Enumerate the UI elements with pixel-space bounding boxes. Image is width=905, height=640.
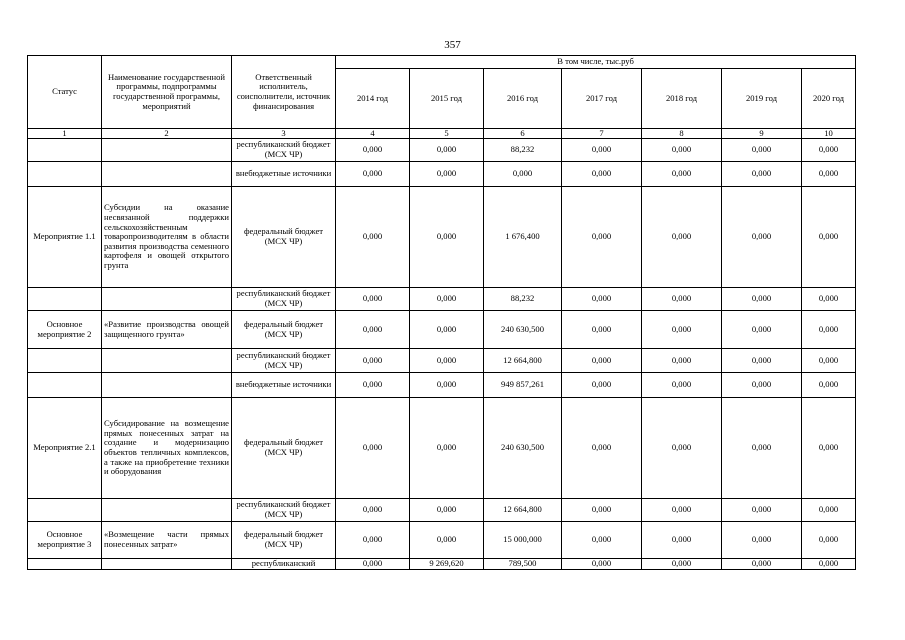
row-status: Мероприятие 2.1 [28,398,102,499]
row-name [102,559,232,570]
row-value: 0,000 [802,162,856,187]
row-value: 12 664,800 [484,349,562,373]
row-value: 0,000 [484,162,562,187]
row-value: 0,000 [410,373,484,398]
row-value: 0,000 [562,373,642,398]
column-index: 7 [562,129,642,139]
row-name [102,139,232,162]
row-value: 0,000 [336,349,410,373]
header-name: Наименование государственной программы, подпрограммы государственной программы, мероприятий [102,56,232,129]
row-name [102,349,232,373]
row-status [28,373,102,398]
row-name: Субсидии на оказание несвязанной поддержки сельскохозяйственным товаропроизводителям в области развития производства семенного картофеля и овощей открытого грунта [102,187,232,288]
header-year: 2019 год [722,69,802,129]
row-source: республиканский [232,559,336,570]
row-value: 0,000 [722,398,802,499]
column-index: 4 [336,129,410,139]
row-value: 0,000 [562,311,642,349]
header-responsible: Ответственный исполнитель, соисполнители, источник финансирования [232,56,336,129]
row-name [102,162,232,187]
header-year: 2016 год [484,69,562,129]
row-value: 0,000 [336,499,410,522]
row-value: 0,000 [722,139,802,162]
row-value: 0,000 [722,522,802,559]
row-value: 0,000 [410,162,484,187]
row-value: 0,000 [642,522,722,559]
row-value: 0,000 [336,311,410,349]
row-source: федеральный бюджет (МСХ ЧР) [232,187,336,288]
row-status [28,559,102,570]
row-value: 0,000 [802,373,856,398]
row-name [102,373,232,398]
table-row [28,559,856,570]
row-value: 0,000 [642,187,722,288]
row-value: 0,000 [410,522,484,559]
row-value: 0,000 [562,499,642,522]
row-value: 0,000 [336,162,410,187]
row-source: федеральный бюджет (МСХ ЧР) [232,311,336,349]
row-value: 0,000 [562,187,642,288]
row-value: 0,000 [802,398,856,499]
table-row [28,311,856,349]
row-name: Субсидирование на возмещение прямых понесенных затрат на создание и модернизацию объектов тепличных комплексов, а также на приобретение техники и оборудования [102,398,232,499]
row-status [28,288,102,311]
row-value: 0,000 [642,349,722,373]
row-value: 0,000 [410,398,484,499]
header-year: 2014 год [336,69,410,129]
row-value: 0,000 [722,349,802,373]
row-value: 0,000 [642,499,722,522]
table-body [28,139,856,570]
row-value: 0,000 [722,162,802,187]
column-index: 9 [722,129,802,139]
row-value: 0,000 [410,187,484,288]
row-status: Мероприятие 1.1 [28,187,102,288]
row-source: федеральный бюджет (МСХ ЧР) [232,398,336,499]
table-row [28,162,856,187]
row-name [102,499,232,522]
row-status: Основное мероприятие 3 [28,522,102,559]
column-index: 2 [102,129,232,139]
row-value: 0,000 [642,288,722,311]
row-value: 0,000 [410,499,484,522]
row-value: 0,000 [410,311,484,349]
row-value: 0,000 [802,139,856,162]
row-value: 789,500 [484,559,562,570]
row-value: 0,000 [722,311,802,349]
row-value: 0,000 [642,311,722,349]
row-value: 0,000 [562,522,642,559]
page-number: 357 [444,39,461,51]
row-value: 0,000 [642,398,722,499]
row-value: 0,000 [802,311,856,349]
row-value: 240 630,500 [484,398,562,499]
row-value: 0,000 [802,522,856,559]
row-value: 0,000 [722,373,802,398]
row-value: 0,000 [642,139,722,162]
row-value: 0,000 [336,373,410,398]
row-value: 0,000 [410,349,484,373]
row-value: 0,000 [562,559,642,570]
row-value: 0,000 [336,522,410,559]
row-value: 15 000,000 [484,522,562,559]
column-index: 6 [484,129,562,139]
row-value: 0,000 [336,187,410,288]
table-row [28,499,856,522]
row-value: 0,000 [802,559,856,570]
row-value: 0,000 [562,349,642,373]
row-name: «Возмещение части прямых понесенных затрат» [102,522,232,559]
header-status: Статус [28,56,102,129]
row-name [102,288,232,311]
row-value: 9 269,620 [410,559,484,570]
row-value: 0,000 [562,398,642,499]
table-row [28,522,856,559]
header-year: 2018 год [642,69,722,129]
row-source: республиканский бюджет (МСХ ЧР) [232,288,336,311]
header-year: 2020 год [802,69,856,129]
row-status [28,499,102,522]
row-value: 88,232 [484,139,562,162]
row-value: 0,000 [802,349,856,373]
column-index: 3 [232,129,336,139]
table-row [28,398,856,499]
row-value: 0,000 [336,398,410,499]
table-row [28,349,856,373]
row-source: внебюджетные источники [232,373,336,398]
row-value: 240 630,500 [484,311,562,349]
row-status [28,139,102,162]
header-year: 2015 год [410,69,484,129]
header-index-row [28,129,856,139]
budget-table [27,55,856,570]
row-value: 1 676,400 [484,187,562,288]
header-year: 2017 год [562,69,642,129]
table-row [28,288,856,311]
table-row [28,139,856,162]
table-row [28,187,856,288]
column-index: 10 [802,129,856,139]
row-status [28,162,102,187]
row-value: 0,000 [722,499,802,522]
row-value: 88,232 [484,288,562,311]
row-value: 0,000 [336,288,410,311]
table-header [28,56,856,139]
table-row [28,373,856,398]
row-value: 0,000 [642,162,722,187]
row-status: Основное мероприятие 2 [28,311,102,349]
row-source: республиканский бюджет (МСХ ЧР) [232,139,336,162]
column-index: 1 [28,129,102,139]
row-value: 0,000 [410,288,484,311]
row-value: 0,000 [722,559,802,570]
row-value: 0,000 [722,187,802,288]
row-status [28,349,102,373]
column-index: 5 [410,129,484,139]
row-value: 0,000 [802,288,856,311]
row-value: 0,000 [722,288,802,311]
header-group: В том числе, тыс.руб [336,56,856,69]
row-value: 0,000 [562,139,642,162]
row-value: 0,000 [562,162,642,187]
row-value: 0,000 [336,559,410,570]
row-value: 0,000 [642,559,722,570]
row-source: федеральный бюджет (МСХ ЧР) [232,522,336,559]
column-index: 8 [642,129,722,139]
row-value: 0,000 [562,288,642,311]
row-source: республиканский бюджет (МСХ ЧР) [232,349,336,373]
row-name: «Развитие производства овощей защищенного грунта» [102,311,232,349]
row-value: 12 664,800 [484,499,562,522]
row-source: внебюджетные источники [232,162,336,187]
row-value: 0,000 [802,187,856,288]
row-value: 0,000 [410,139,484,162]
row-value: 949 857,261 [484,373,562,398]
row-source: республиканский бюджет (МСХ ЧР) [232,499,336,522]
row-value: 0,000 [802,499,856,522]
row-value: 0,000 [336,139,410,162]
row-value: 0,000 [642,373,722,398]
